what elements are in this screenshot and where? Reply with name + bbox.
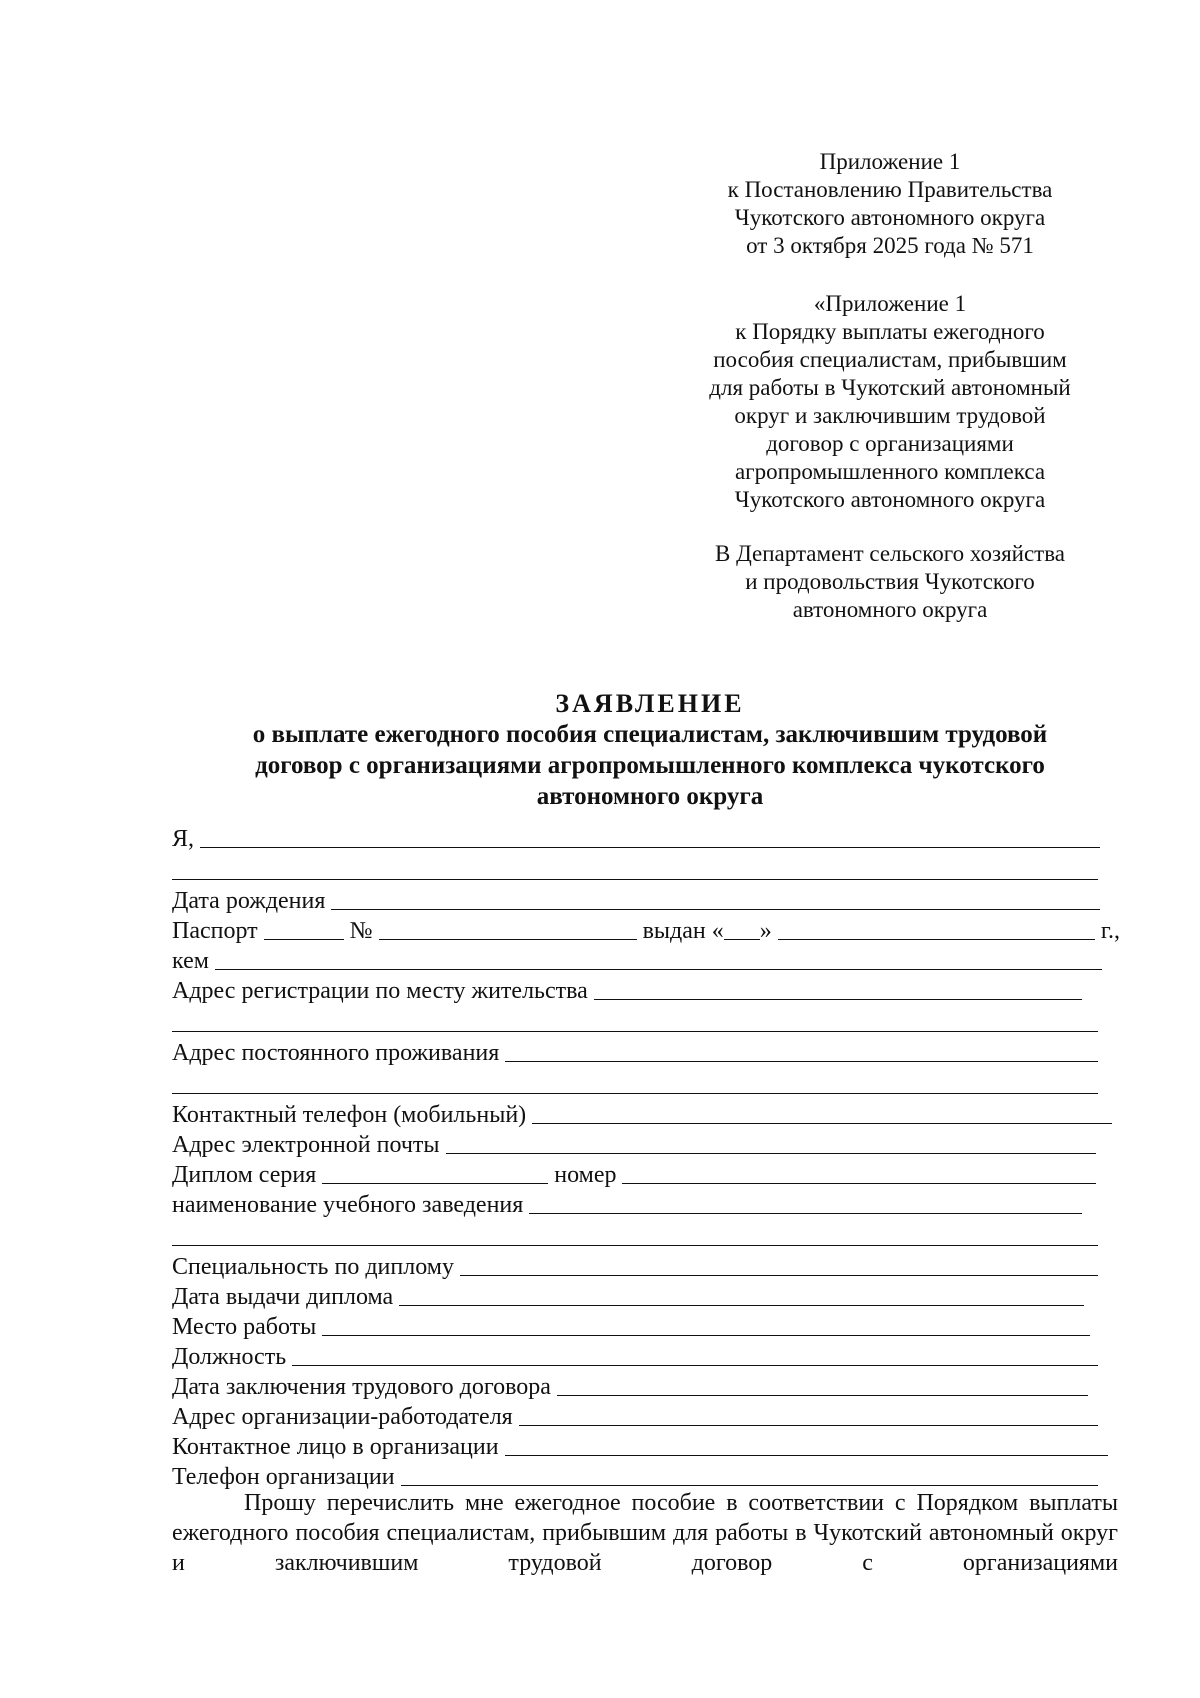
field-registration-address [172, 974, 1082, 1004]
addressee-line: и продовольствия Чукотского [745, 569, 1035, 594]
residence-address-continuation-line[interactable] [172, 1092, 1098, 1094]
diploma-date-input-line[interactable] [399, 1283, 1084, 1306]
field-issued-by [172, 944, 1102, 974]
approval-header [680, 148, 1100, 260]
appendix-header [680, 290, 1100, 514]
addressee-line: автономного округа [792, 597, 988, 622]
contact-person-input-line[interactable] [505, 1433, 1108, 1456]
field-label: Специальность по диплому [172, 1254, 454, 1280]
title-subtitle-line: договор с организациями агропромышленного комплекса чукотского [255, 752, 1045, 779]
field-workplace [172, 1310, 1090, 1340]
field-label: » [759, 918, 772, 944]
field-contract-date [172, 1370, 1088, 1400]
field-label: выдан « [642, 918, 724, 944]
appendix-line: пособия специалистам, прибывшим [713, 347, 1067, 372]
addressee-block [680, 540, 1100, 624]
field-org-phone [172, 1460, 1098, 1490]
institution-continuation-line[interactable] [172, 1244, 1098, 1246]
field-label: Место работы [172, 1314, 317, 1340]
approval-line: Чукотского автономного округа [734, 205, 1046, 230]
issued-by-input-line[interactable] [215, 947, 1102, 970]
field-diploma [172, 1158, 1096, 1188]
phone-input-line[interactable] [532, 1101, 1112, 1124]
passport-number-input-line[interactable] [379, 917, 637, 940]
appendix-line: агропромышленного комплекса [734, 459, 1046, 484]
contract-date-input-line[interactable] [557, 1373, 1088, 1396]
field-label: наименование учебного заведения [172, 1192, 524, 1218]
full-name-continuation-line[interactable] [172, 878, 1098, 880]
registration-address-continuation-line[interactable] [172, 1030, 1098, 1032]
title-subtitle-line: о выплате ежегодного пособия специалистам, заключившим трудовой [252, 721, 1048, 748]
appendix-line: к Порядку выплаты ежегодного [735, 319, 1045, 344]
approval-line: от 3 октября 2025 года № 571 [746, 233, 1034, 258]
field-label: г., [1100, 918, 1120, 944]
passport-series-input-line[interactable] [264, 917, 344, 940]
field-residence-address [172, 1036, 1098, 1066]
field-label: Должность [172, 1344, 287, 1370]
field-label: номер [554, 1162, 617, 1188]
appendix-line: Чукотского автономного округа [734, 487, 1046, 512]
specialty-input-line[interactable] [460, 1253, 1098, 1276]
appendix-line: округ и заключившим трудовой [734, 403, 1046, 428]
field-label: Телефон организации [172, 1464, 395, 1490]
field-label: Диплом серия [172, 1162, 317, 1188]
approval-line: к Постановлению Правительства [727, 177, 1053, 202]
addressee-line: В Департамент сельского хозяйства [714, 541, 1065, 566]
field-label: Адрес организации-работодателя [172, 1404, 513, 1430]
employer-address-input-line[interactable] [519, 1403, 1098, 1426]
diploma-series-input-line[interactable] [322, 1161, 548, 1184]
field-label: Дата выдачи диплома [172, 1284, 394, 1310]
email-input-line[interactable] [446, 1131, 1096, 1154]
field-label: кем [172, 948, 209, 974]
request-paragraph: Прошу перечислить мне ежегодное пособие в соответствии с Порядком выплаты ежегодного пособия специалистам, прибывшим для работы в Чукотский автономный округ и заключившим трудовой договор с организациями [172, 1490, 1118, 1576]
document-title [172, 688, 1128, 812]
field-diploma-date [172, 1280, 1084, 1310]
position-input-line[interactable] [292, 1343, 1098, 1366]
field-contact-person [172, 1430, 1108, 1460]
field-label: Адрес электронной почты [172, 1132, 440, 1158]
field-label: Дата рождения [172, 888, 326, 914]
field-label: Дата заключения трудового договора [172, 1374, 551, 1400]
title-subtitle-line: автономного округа [536, 783, 764, 810]
field-label: Контактное лицо в организации [172, 1434, 499, 1460]
title-main: ЗАЯВЛЕНИЕ [555, 689, 745, 718]
field-label: № [349, 918, 373, 944]
field-phone [172, 1098, 1112, 1128]
field-specialty [172, 1250, 1098, 1280]
field-label: Адрес регистрации по месту жительства [172, 978, 588, 1004]
appendix-line: для работы в Чукотский автономный [709, 375, 1071, 400]
field-label: Я, [172, 826, 195, 852]
birth-date-input-line[interactable] [331, 887, 1100, 910]
org-phone-input-line[interactable] [401, 1463, 1098, 1486]
registration-address-input-line[interactable] [594, 977, 1082, 1000]
issued-date-input-line[interactable] [778, 917, 1095, 940]
field-full-name [172, 822, 1100, 852]
field-label: Адрес постоянного проживания [172, 1040, 500, 1066]
appendix-line: договор с организациями [766, 431, 1014, 456]
appendix-line: «Приложение 1 [813, 291, 967, 316]
field-passport [172, 914, 1120, 944]
field-institution [172, 1188, 1082, 1218]
full-name-input-line[interactable] [200, 825, 1100, 848]
field-birth-date [172, 884, 1100, 914]
field-label: Паспорт [172, 918, 258, 944]
issued-day-input-line[interactable] [724, 917, 760, 940]
residence-address-input-line[interactable] [505, 1039, 1098, 1062]
field-position [172, 1340, 1098, 1370]
field-employer-address [172, 1400, 1098, 1430]
field-label: Контактный телефон (мобильный) [172, 1102, 527, 1128]
approval-line: Приложение 1 [819, 149, 961, 174]
diploma-number-input-line[interactable] [622, 1161, 1096, 1184]
workplace-input-line[interactable] [322, 1313, 1090, 1336]
field-email [172, 1128, 1096, 1158]
institution-input-line[interactable] [529, 1191, 1082, 1214]
